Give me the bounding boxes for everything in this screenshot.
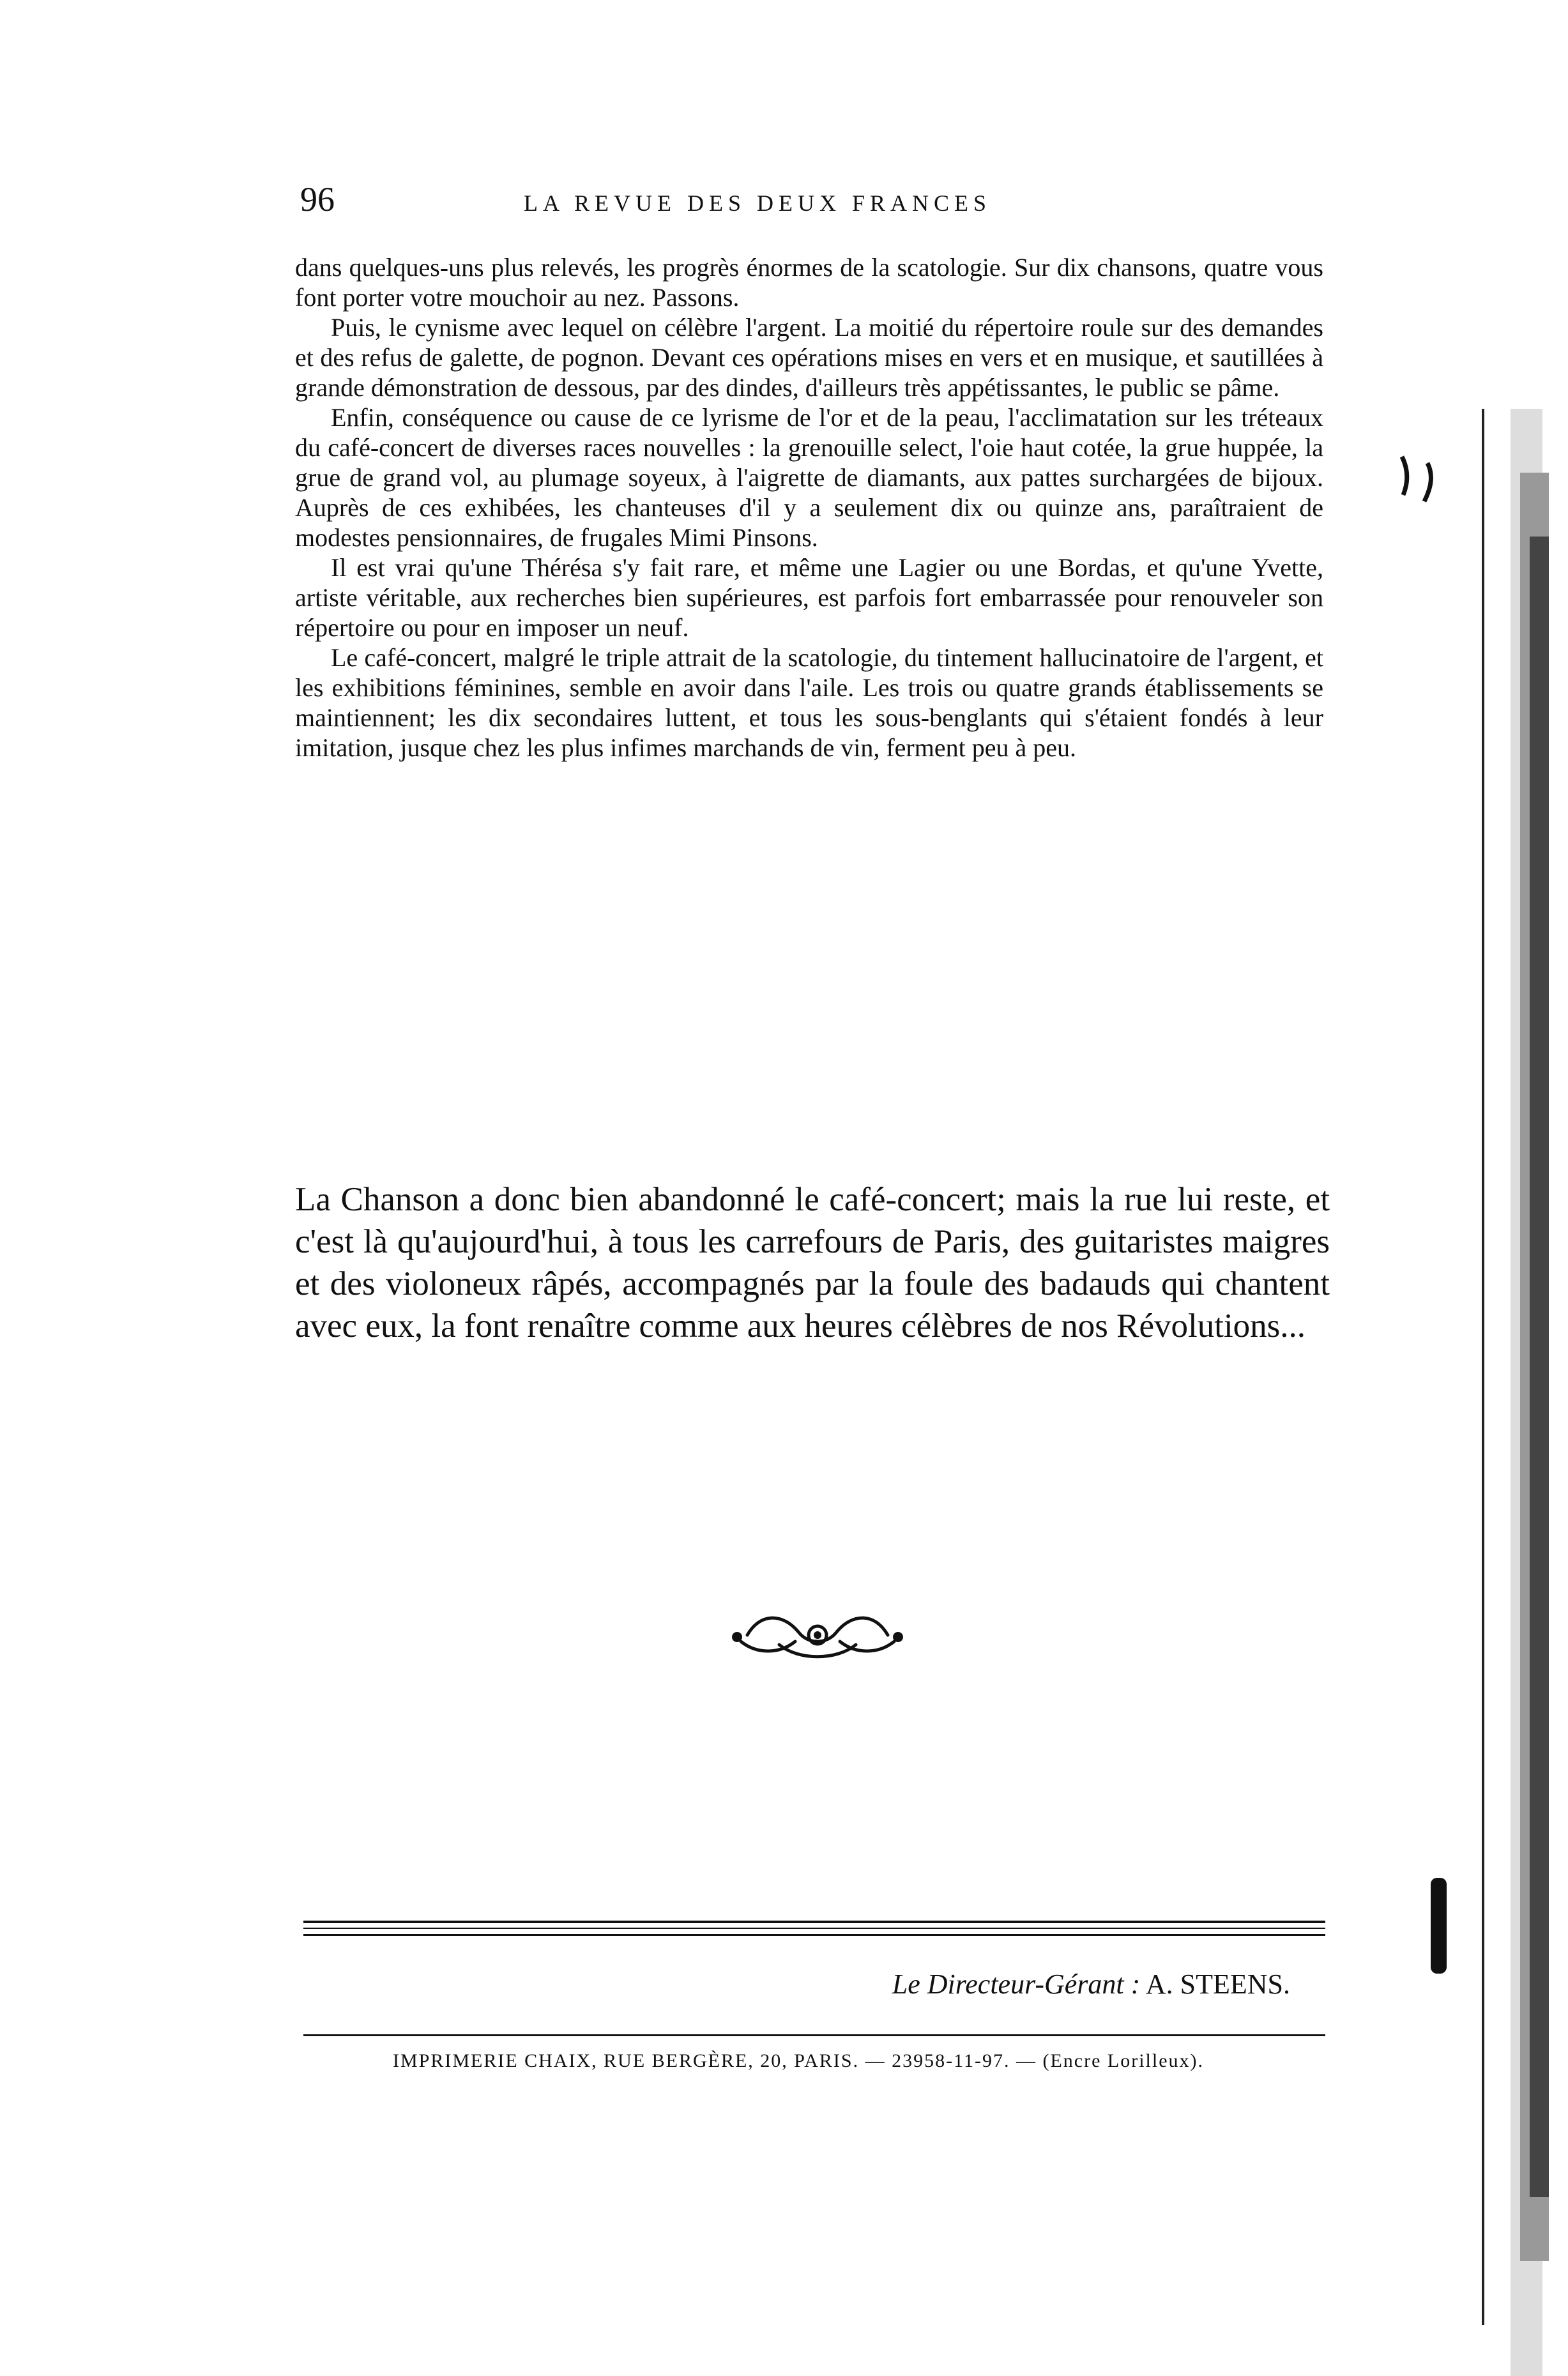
imprint-line: IMPRIMERIE CHAIX, RUE BERGÈRE, 20, PARIS. — 23958-11-97. — (Encre Lorilleux). [392, 2050, 1205, 2071]
paragraph-5: Le café-concert, malgré le triple attrait de la scatologie, du tintement hallucinatoire de l'argent, et les exhibitions féminines, semble en avoir dans l'aile. Les trois ou quatre grands établissements se maintiennent; les dix secondaires luttent, et tous les sous-benglants qui s'étaient fondés à leur imitation, jusque chez les plus infimes marchands de vin, ferment peu à peu. [295, 643, 1323, 762]
scan-edge-shadow [1482, 409, 1552, 2376]
margin-clip-mark-icon [1424, 1878, 1456, 1980]
article-closing-large [295, 1178, 1330, 1347]
paragraph-4: Il est vrai qu'une Thérésa s'y fait rare, et même une Lagier ou une Bordas, et qu'une Yvette, artiste véritable, aux recherches bien supérieures, est parfois fort embarrassée pour renouveler son répertoire ou pour en imposer un neuf. [295, 553, 1323, 642]
paragraph-2: Puis, le cynisme avec lequel on célèbre l'argent. La moitié du répertoire roule sur des demandes et des refus de galette, de pognon. Devant ces opérations mises en vers et en musique, et sautillées à grande démonstration de dessous, par des dindes, d'ailleurs très appétissantes, le public se pâme. [295, 313, 1323, 402]
footer-rule-bottom [303, 1934, 1325, 1936]
signature [818, 1970, 1290, 1999]
signature-role: Le Directeur-Gérant : [892, 1969, 1141, 2000]
footer-rule-top [303, 1921, 1325, 1923]
imprint-rule [303, 2034, 1325, 2036]
signature-name: A. STEENS. [1145, 1969, 1290, 2000]
closing-paragraph: La Chanson a donc bien abandonné le café-concert; mais la rue lui reste, et c'est là qu'aujourd'hui, à tous les carrefours de Paris, des guitaristes maigres et des violoneux râpés, accompagnés par la foule des badauds qui chantent avec eux, la font renaître comme aux heures célèbres de nos Révolutions... [295, 1181, 1330, 1344]
running-title: LA REVUE DES DEUX FRANCES [524, 190, 992, 216]
page-number: 96 [300, 180, 335, 218]
fleuron-ornament-icon [722, 1606, 913, 1664]
article-body-small [295, 252, 1323, 763]
paragraph-1: dans quelques-uns plus relevés, les progrès énormes de la scatologie. Sur dix chansons, quatre vous font porter votre mouchoir au nez. Passons. [295, 253, 1323, 312]
paragraph-3: Enfin, conséquence ou cause de ce lyrisme de l'or et de la peau, l'acclimatation sur les tréteaux du café-concert de diverses races nouvelles : la grenouille select, l'oie haut cotée, la grue huppée, la grue de grand vol, au plumage soyeux, à l'aigrette de diamants, aux pattes surchargées de bijoux. Auprès de ces exhibées, les chanteuses d'il y a seulement dix ou quinze ans, paraîtraient de modestes pensionnaires, de frugales Mimi Pinsons. [295, 403, 1323, 552]
margin-ink-mark-icon [1396, 450, 1447, 508]
footer-rule-middle [303, 1928, 1325, 1929]
